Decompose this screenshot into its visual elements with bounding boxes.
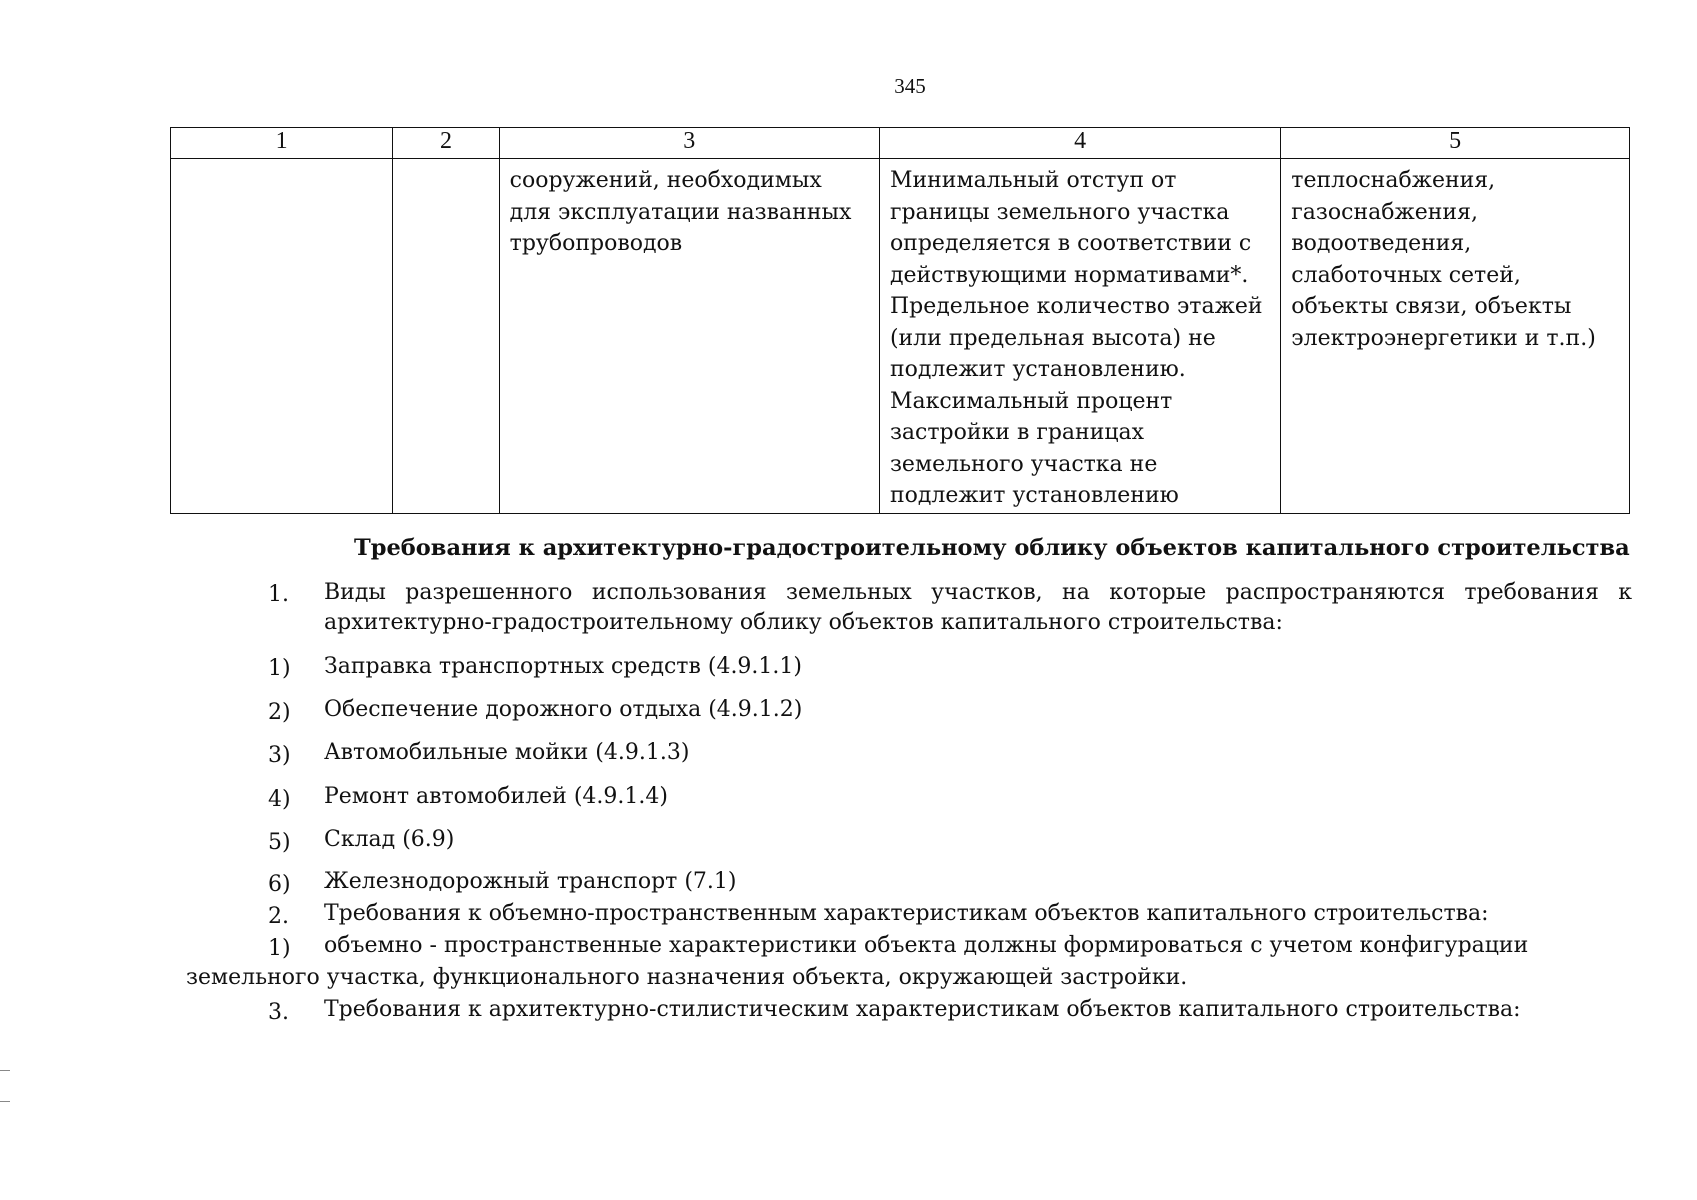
table-header-cell: 5 — [1281, 128, 1630, 159]
list-item-number: 2. — [268, 904, 289, 929]
list-item-text: архитектурно-градостроительному облику объектов капитального строительства: — [324, 610, 1283, 635]
subitem-text: Автомобильные мойки (4.9.1.3) — [324, 740, 690, 765]
cell-line: электроэнергетики и т.п.) — [1291, 325, 1596, 351]
cell-line: теплоснабжения, — [1291, 168, 1496, 193]
cell-line: подлежит установлению — [889, 483, 1179, 508]
table-header-cell: 2 — [393, 128, 499, 159]
cell-line: для эксплуатации названных — [509, 199, 852, 225]
subitem-text: Обеспечение дорожного отдыха (4.9.1.2) — [324, 697, 803, 722]
table-header-cell: 1 — [171, 128, 393, 159]
table-header-row — [171, 128, 1630, 159]
cell-line: сооружений, необходимых — [509, 168, 822, 193]
cell-line: Максимальный процент — [889, 388, 1173, 414]
list-item-text: Требования к архитектурно-стилистическим характеристикам объектов капитального строительства: — [324, 997, 1521, 1022]
cell-line: трубопроводов — [509, 231, 683, 256]
cell-line: газоснабжения, — [1291, 199, 1478, 225]
cell-line: действующими нормативами*. — [889, 262, 1249, 288]
subitem-text: объемно - пространственные характеристики объекта должны формироваться с учетом конфигурации — [324, 933, 1529, 958]
section-title: Требования к архитектурно-градостроительному облику объектов капитального строительства — [354, 535, 1630, 561]
cell-line: определяется в соответствии с — [889, 231, 1252, 256]
subitem-number: 4) — [268, 787, 291, 812]
list-item-text: Требования к объемно-пространственным характеристикам объектов капитального строительства: — [324, 901, 1489, 926]
subitem-number: 1) — [268, 656, 291, 681]
subitem-text: Ремонт автомобилей (4.9.1.4) — [324, 784, 668, 809]
table-cell-col1 — [171, 159, 393, 514]
subitem-number: 6) — [268, 872, 291, 897]
cell-line: слаботочных сетей, — [1291, 262, 1521, 288]
cell-line: водоотведения, — [1291, 231, 1472, 256]
table-row — [171, 159, 1630, 514]
subitem-number: 1) — [268, 936, 291, 961]
cell-line: Минимальный отступ от — [889, 168, 1177, 193]
subitem-number: 3) — [268, 743, 291, 768]
table-cell-col3 — [499, 159, 879, 514]
cell-line: (или предельная высота) не — [889, 325, 1216, 351]
table-header-cell: 4 — [879, 128, 1280, 159]
table-cell-col2 — [393, 159, 499, 514]
table-cell-col5 — [1281, 159, 1630, 514]
subitem-number: 5) — [268, 830, 291, 855]
cell-line: застройки в границах — [889, 420, 1145, 445]
list-item-text: Виды разрешенного использования земельных участков, на которые распространяются требования к — [324, 580, 1632, 605]
subitem-text: Железнодорожный транспорт (7.1) — [324, 869, 737, 894]
cell-line: подлежит установлению. — [889, 357, 1186, 382]
list-item-number: 3. — [268, 1000, 289, 1025]
subitem-text: Заправка транспортных средств (4.9.1.1) — [324, 654, 802, 679]
cell-line: объекты связи, объекты — [1291, 294, 1572, 319]
requirements-table — [170, 127, 1630, 514]
list-item-number: 1. — [268, 582, 289, 607]
subitem-number: 2) — [268, 700, 291, 725]
subitem-text: земельного участка, функционального назначения объекта, окружающей застройки. — [186, 965, 1188, 990]
page-number: 345 — [894, 74, 926, 98]
table-header-cell: 3 — [499, 128, 879, 159]
cell-line: земельного участка не — [889, 451, 1158, 477]
cell-line: Предельное количество этажей — [889, 294, 1263, 319]
scan-margin-mark — [0, 1070, 10, 1102]
subitem-text: Склад (6.9) — [324, 827, 455, 852]
cell-line: границы земельного участка — [889, 199, 1230, 225]
table-cell-col4 — [879, 159, 1280, 514]
